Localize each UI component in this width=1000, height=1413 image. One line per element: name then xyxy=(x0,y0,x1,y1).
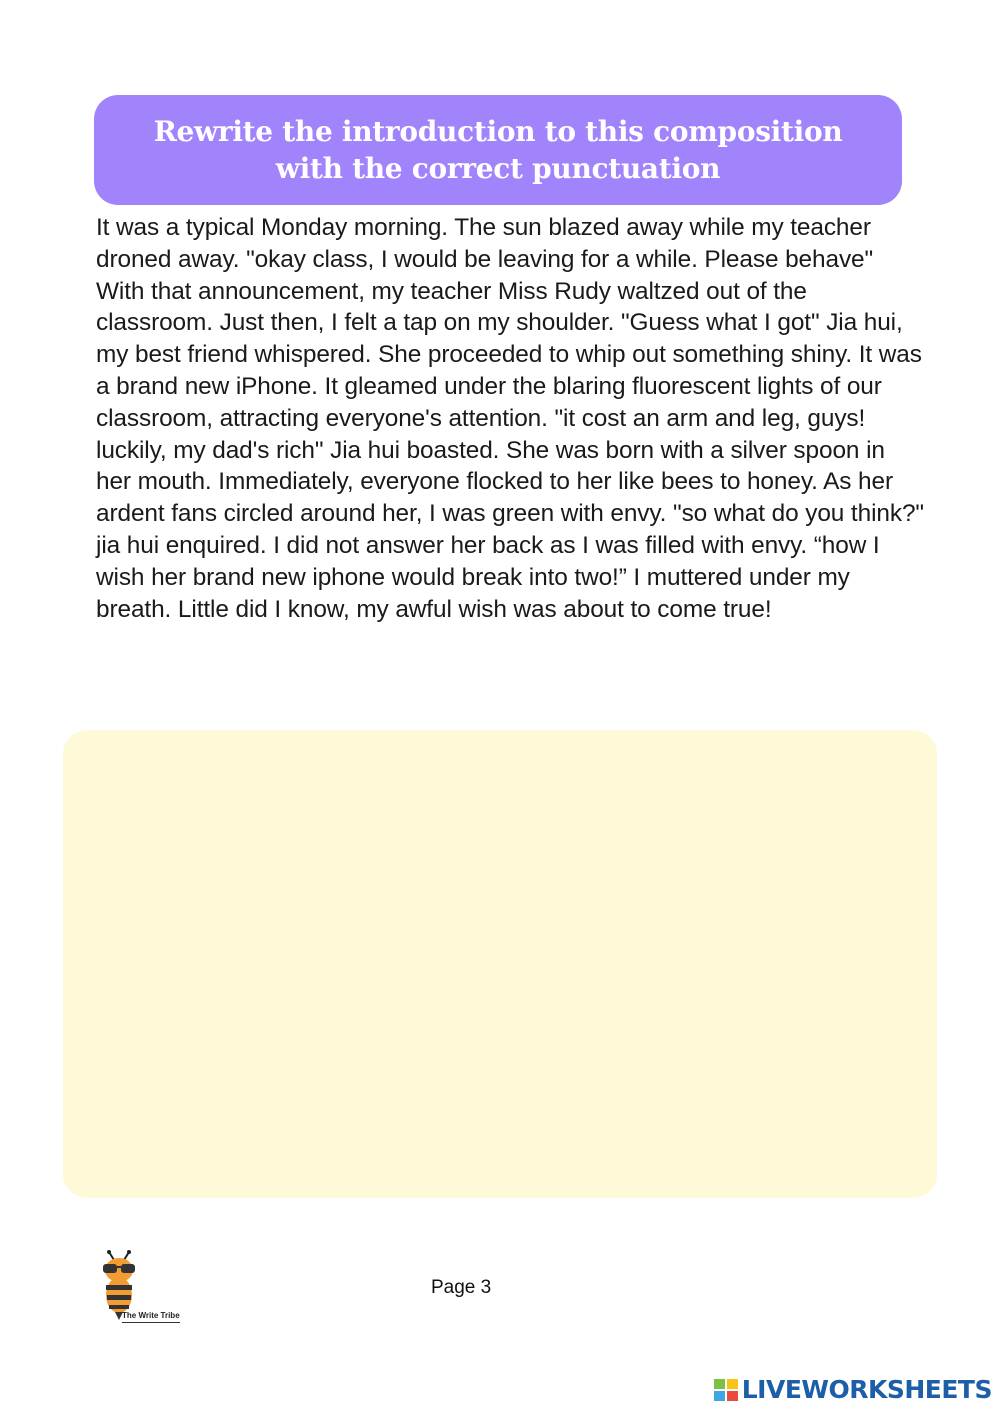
instruction-title: Rewrite the introduction to this composition with the correct punctuation xyxy=(153,115,843,185)
answer-textarea[interactable] xyxy=(63,730,937,1198)
logo-caption: The Write Tribe xyxy=(122,1311,180,1323)
liveworksheets-brand xyxy=(714,1375,992,1405)
instruction-banner xyxy=(94,95,902,205)
composition-passage: It was a typical Monday morning. The sun blazed away while my teacher droned away. "okay class, I would be leaving for a while. Please behave" With that announcement, my teacher Miss Rudy waltzed out of the classroom. Just then, I felt a tap on my shoulder. "Guess what I got" Jia hui, my best friend whispered. She proceeded to whip out something shiny. It was a brand new iPhone. It gleamed under the blaring fluorescent lights of our classroom, attracting everyone's attention. "it cost an arm and leg, guys! luckily, my dad's rich" Jia hui boasted. She was born with a silver spoon in her mouth. Immediately, everyone flocked to her like bees to honey. As her ardent fans circled around her, I was green with envy. "so what do you think?" jia hui enquired. I did not answer her back as I was filled with envy. “how I wish her brand new iphone would break into two!” I muttered under my breath. Little did I know, my awful wish was about to come true! xyxy=(96,214,924,623)
brand-name: LIVEWORKSHEETS xyxy=(741,1375,992,1404)
liveworksheets-logo-icon xyxy=(714,1379,738,1401)
page-number: Page 3 xyxy=(431,1277,492,1298)
